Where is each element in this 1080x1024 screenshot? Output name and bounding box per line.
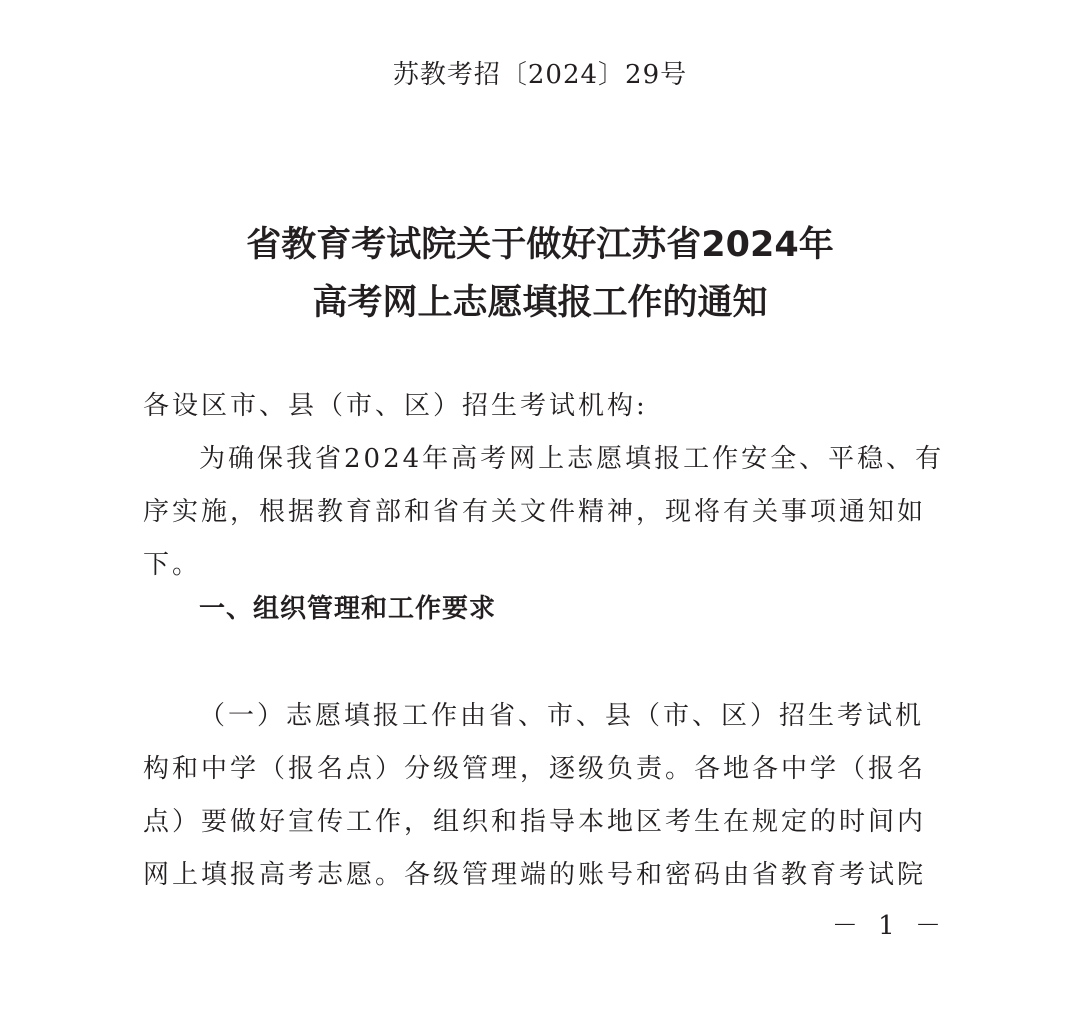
paragraph-1-line: 序实施，根据教育部和省有关文件精神，现将有关事项通知如 [143, 497, 927, 527]
addressee: 各设区市、县（市、区）招生考试机构: [143, 391, 648, 421]
paragraph-2-line: 构和中学（报名点）分级管理，逐级负责。各地各中学（报名 [143, 754, 927, 784]
title-line-1: 省教育考试院关于做好江苏省2024年 [246, 225, 834, 265]
paragraph-1-line: 为确保我省2024年高考网上志愿填报工作安全、平稳、有 [199, 444, 945, 474]
paragraph-2-line: （一）志愿填报工作由省、市、县（市、区）招生考试机 [199, 701, 925, 731]
section-heading: 一、组织管理和工作要求 [199, 594, 497, 624]
paragraph-1-line: 下。 [143, 550, 202, 580]
document-title [0, 216, 1080, 332]
paragraph-2-line: 点）要做好宣传工作，组织和指导本地区考生在规定的时间内 [143, 807, 927, 837]
paragraph-2-line: 网上填报高考志愿。各级管理端的账号和密码由省教育考试院 [143, 860, 927, 890]
paragraph-1 [143, 433, 943, 592]
document-number: 苏教考招〔2024〕29号 [392, 60, 688, 90]
paragraph-2 [143, 690, 943, 902]
title-line-2: 高考网上志愿填报工作的通知 [312, 283, 768, 323]
page-number: － 1 － [831, 911, 947, 941]
